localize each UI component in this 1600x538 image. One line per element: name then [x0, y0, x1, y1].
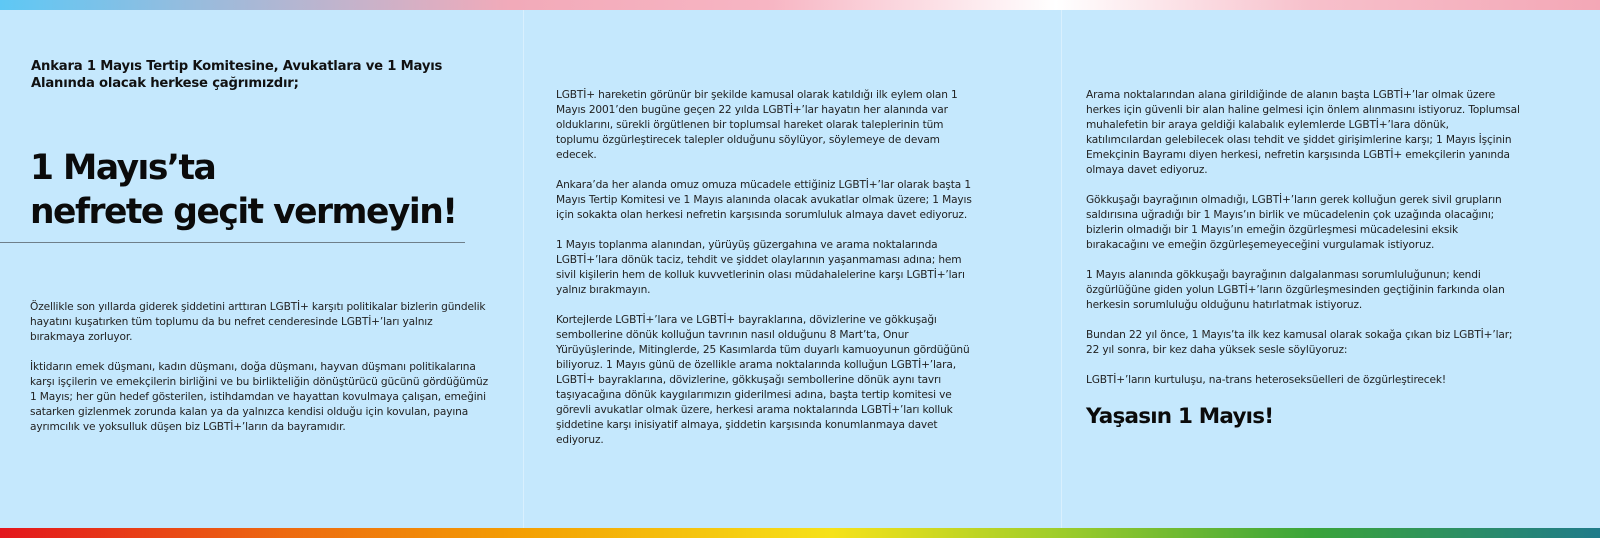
rainbow-flag-stripe: [0, 528, 1600, 538]
paragraph: LGBTİ+ hareketin görünür bir şekilde kamusal olarak katıldığı ilk eylem olan 1 Mayıs 2001’den bugüne geçen 22 yılda LGBTİ+’lar hayatın her alanında var olduklarını, sürekli örgütlenen bir toplumsal hareket olarak taleplerinin tüm toplumu özgürleştirecek talepler olduğunu söylüyor, söylemeye de devam edecek.: [556, 89, 958, 161]
paragraph: Bundan 22 yıl önce, 1 Mayıs’ta ilk kez kamusal olarak sokağa çıkan biz LGBTİ+’lar; 22 yıl sonra, bir kez daha yüksek sesle söylüyoruz:: [1086, 329, 1513, 356]
trans-flag-stripe: [0, 0, 1600, 10]
paragraph: 1 Mayıs alanında gökkuşağı bayrağının dalgalanması sorumluluğunun; kendi özgürlüğüne giden yolun LGBTİ+’ların özgürleşmesinden geçtiğinin farkında olan herkesin sorumluluğu olduğunu hatırlatmak istiyoruz.: [1086, 269, 1505, 311]
paragraph: LGBTİ+’ların kurtuluşu, na-trans heteroseksüelleri de özgürleştirecek!: [1086, 374, 1446, 386]
panel-middle-body: [556, 88, 976, 463]
paragraph: Ankara’da her alanda omuz omuza mücadele ettiğiniz LGBTİ+’lar olarak başta 1 Mayıs Tertip Komitesi ve 1 Mayıs alanında olacak avukatlar olmak üzere; 1 Mayıs için sokakta olan herkesi nefretin karşısında sorumluluk almaya davet ediyoruz.: [556, 179, 972, 221]
call-heading: Ankara 1 Mayıs Tertip Komitesine, Avukatlara ve 1 Mayıs Alanında olacak herkese çağrımızdır;: [31, 59, 443, 91]
paragraph: Kortejlerde LGBTİ+’lara ve LGBTİ+ bayraklarına, dövizlerine ve gökkuşağı sembollerine dönük kolluğun tavrının nasıl olduğunu 8 Mart’ta, Onur Yürüyüşlerinde, Mitinglerde, 25 Kasımlarda tüm duyarlı kamuoyunun gördüğünü biliyoruz. 1 Mayıs günü de özellikle arama noktalarında kolluğun LGBTİ+’lara, LGBTİ+ bayraklarına, dövizlerine, gökkuşağı sembollerine dönük aynı tavrı taşıyacağına dönük kaygılarımızın giderilmesi adına, başta tertip komitesi ve görevli avukatlar olmak üzere, herkesi arama noktalarında LGBTİ+’ları kolluk şiddetine karşı inisiyatif almaya, şiddetin karşısında konumlanmaya davet ediyoruz.: [556, 314, 970, 446]
paragraph: İktidarın emek düşmanı, kadın düşmanı, doğa düşmanı, hayvan düşmanı politikalarına karşı işçilerin ve emekçilerin birliğini ve bu birlikteliğin dönüştürücü gücünü gördüğümüz 1 Mayıs; her gün hedef gösterilen, istihdamdan ve hayattan kovulmaya çalışan, emeğini satarken gizlenmek zorunda kalan ya da yalnızca kendisi olduğu için kovulan, payına ayrımcılık ve yoksulluk düşen biz LGBTİ+’ların da bayramıdır.: [30, 361, 488, 433]
title-line-2: nefrete geçit vermeyin!: [30, 192, 457, 232]
paragraph: 1 Mayıs toplanma alanından, yürüyüş güzergahına ve arama noktalarında LGBTİ+’lara dönük taciz, tehdit ve şiddet olaylarının yaşanmaması adına; hem sivil kişilerin hem de kolluk kuvvetlerinin olası müdahalelerine karşı LGBTİ+’ları yalnız bırakmayın.: [556, 239, 965, 296]
panel-right: [1062, 10, 1600, 528]
paragraph: Arama noktalarından alana girildiğinde de alanın başta LGBTİ+’lar olmak üzere herkes için güvenli bir alan haline gelmesi için önlem alınmasını istiyoruz. Toplumsal muhalefetin bir araya geldiği kalabalık eylemlerde LGBTİ+’lara dönük, katılımcılardan gelebilecek olası tehdit ve şiddet girişimlerine karşı; 1 Mayıs İşçinin Emekçinin Bayramı diyen herkesi, nefretin karşısında LGBTİ+ emekçilerin yanında olmaya davet ediyoruz.: [1086, 89, 1520, 176]
title-line-1: 1 Mayıs’ta: [30, 148, 216, 188]
main-title: [30, 146, 510, 234]
title-divider: [0, 242, 465, 243]
panel-right-body: [1086, 88, 1521, 403]
panel-left: [0, 10, 523, 528]
paragraph: Özellikle son yıllarda giderek şiddetini arttıran LGBTİ+ karşıtı politikalar bizlerin gündelik hayatını kuşatırken tüm toplumu da bu nefret cenderesinde LGBTİ+’ları yalnız bırakmaya zorluyor.: [30, 301, 486, 343]
panel-left-body: [30, 300, 490, 450]
panel-middle: [524, 10, 1061, 528]
closing-slogan: Yaşasın 1 Mayıs!: [1086, 404, 1274, 429]
paragraph: Gökkuşağı bayrağının olmadığı, LGBTİ+’ların gerek kolluğun gerek sivil grupların saldırısına uğradığı bir 1 Mayıs’ın birlik ve mücadelenin çok uzağında olacağını; bizlerin olmadığı bir 1 Mayıs’ın emeğin özgürleşmesi mücadelesini eksik bırakacağını ve emeğin özgürleşemeyeceğini vurgulamak istiyoruz.: [1086, 194, 1502, 251]
